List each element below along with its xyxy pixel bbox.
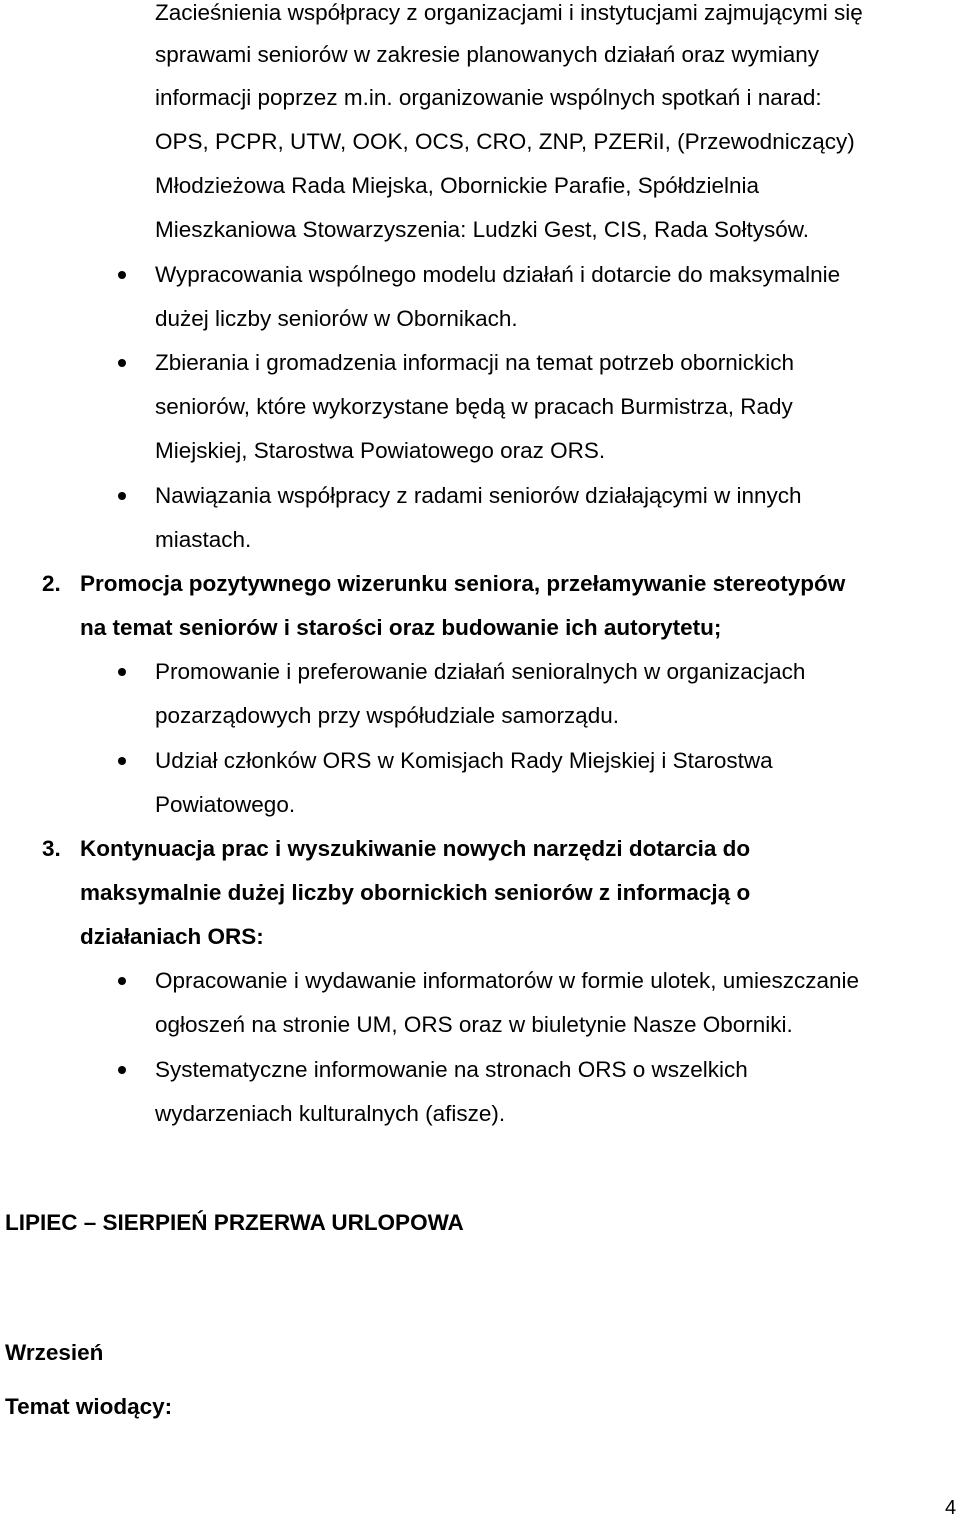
bullet-text: miastach. xyxy=(155,527,252,552)
bullet-icon xyxy=(118,668,126,676)
bullet-text: Wypracowania wspólnego modelu działań i dotarcie do maksymalnie xyxy=(155,262,841,287)
bullet-text: Powiatowego. xyxy=(155,792,296,817)
bullet-text: Udział członków ORS w Komisjach Rady Miejskiej i Starostwa xyxy=(155,748,773,773)
section-number: 3. xyxy=(42,836,61,861)
intro-line: informacji poprzez m.in. organizowanie wspólnych spotkań i narad: xyxy=(155,85,822,110)
page-number: 4 xyxy=(945,1497,957,1519)
section-number: 2. xyxy=(42,571,61,596)
bullet-text: Promowanie i preferowanie działań senioralnych w organizacjach xyxy=(155,659,806,684)
bullet-text: Systematyczne informowanie na stronach ORS o wszelkich xyxy=(155,1057,748,1082)
summer-break-heading: LIPIEC – SIERPIEŃ PRZERWA URLOPOWA xyxy=(5,1210,464,1235)
intro-line: OPS, PCPR, UTW, OOK, OCS, CRO, ZNP, PZERiI, (Przewodniczący) xyxy=(155,129,855,154)
bullet-icon xyxy=(118,359,126,367)
bullet-text: Nawiązania współpracy z radami seniorów działającymi w innych xyxy=(155,483,802,508)
bullet-icon xyxy=(118,271,126,279)
intro-line: Zacieśnienia współpracy z organizacjami i instytucjami zajmującymi się xyxy=(155,0,863,25)
bullet-text: ogłoszeń na stronie UM, ORS oraz w biuletynie Nasze Oborniki. xyxy=(155,1012,793,1037)
section-heading: Kontynuacja prac i wyszukiwanie nowych narzędzi dotarcia do xyxy=(80,836,751,861)
bullet-text: Zbierania i gromadzenia informacji na temat potrzeb obornickich xyxy=(155,350,795,375)
bullet-text: wydarzeniach kulturalnych (afisze). xyxy=(155,1101,506,1126)
section-heading: działaniach ORS: xyxy=(80,924,264,949)
bullet-text: dużej liczby seniorów w Obornikach. xyxy=(155,306,518,331)
intro-line: Mieszkaniowa Stowarzyszenia: Ludzki Gest, CIS, Rada Sołtysów. xyxy=(155,217,810,242)
section-heading: maksymalnie dużej liczby obornickich seniorów z informacją o xyxy=(80,880,751,905)
lead-topic-heading: Temat wiodący: xyxy=(5,1394,173,1419)
section-heading: na temat seniorów i starości oraz budowanie ich autorytetu; xyxy=(80,615,722,640)
bullet-icon xyxy=(118,757,126,765)
bullet-text: Opracowanie i wydawanie informatorów w formie ulotek, umieszczanie xyxy=(155,968,860,993)
bullet-text: Miejskiej, Starostwa Powiatowego oraz ORS. xyxy=(155,438,606,463)
intro-line: Młodzieżowa Rada Miejska, Obornickie Parafie, Spółdzielnia xyxy=(155,173,760,198)
section-heading: Promocja pozytywnego wizerunku seniora, przełamywanie stereotypów xyxy=(80,571,846,596)
bullet-text: seniorów, które wykorzystane będą w pracach Burmistrza, Rady xyxy=(155,394,793,419)
bullet-icon xyxy=(118,1066,126,1074)
intro-line: sprawami seniorów w zakresie planowanych działań oraz wymiany xyxy=(155,42,820,67)
bullet-icon xyxy=(118,977,126,985)
bullet-text: pozarządowych przy współudziale samorządu. xyxy=(155,703,619,728)
bullet-icon xyxy=(118,492,126,500)
month-heading: Wrzesień xyxy=(5,1340,104,1365)
